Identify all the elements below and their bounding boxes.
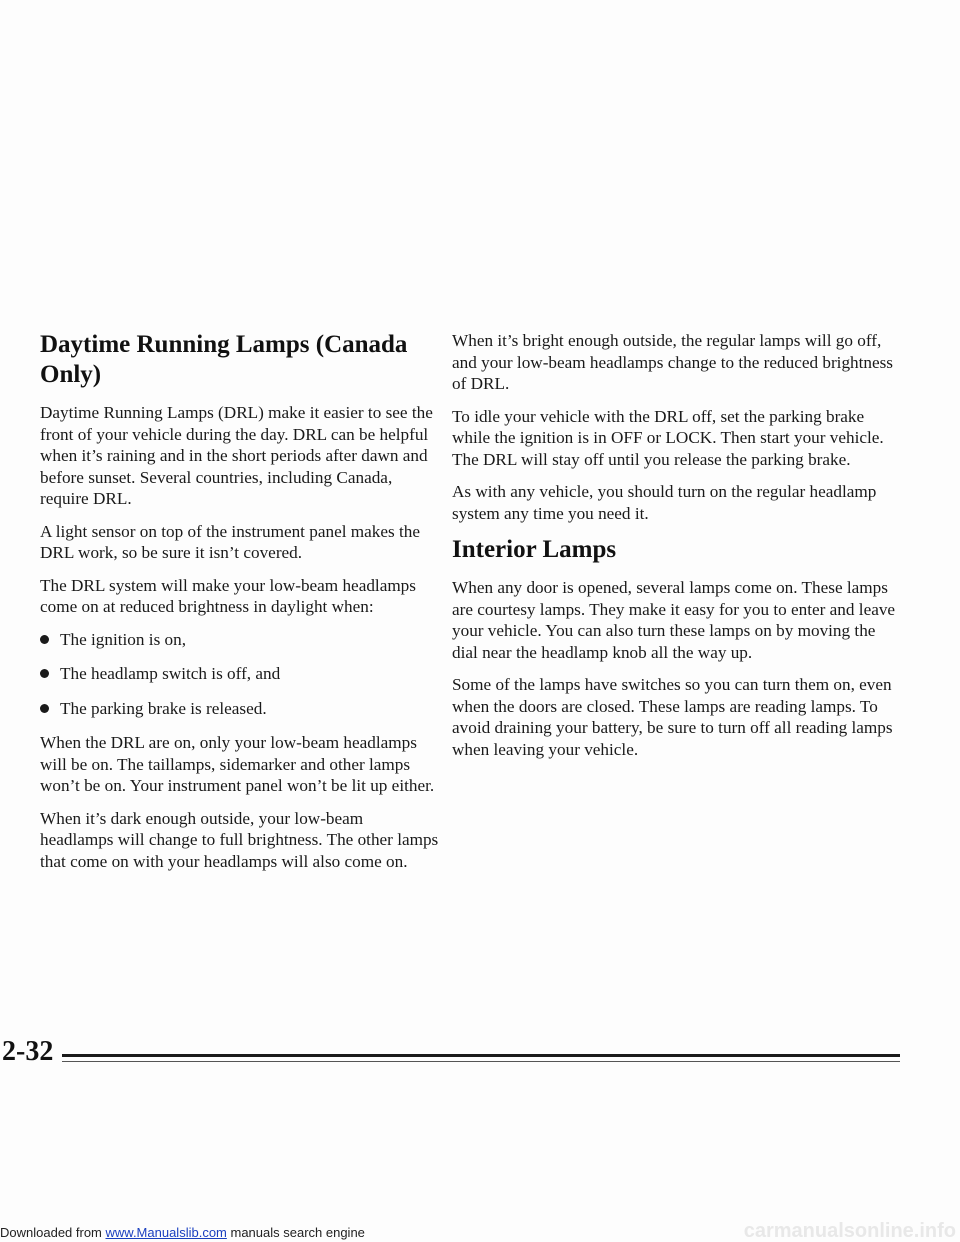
right-column bbox=[452, 330, 902, 771]
bullet-list bbox=[40, 629, 440, 720]
list-item bbox=[40, 663, 440, 685]
watermark-logo: carmanualsonline.info bbox=[743, 1220, 956, 1242]
list-item bbox=[40, 629, 440, 651]
paragraph: Daytime Running Lamps (DRL) make it easier to see the front of your vehicle during the day. DRL can be helpful when it’s raining and in the short periods after dawn and before sunset. Several countries, including Canada, require DRL. bbox=[40, 403, 433, 508]
section-heading-interior-lamps: Interior Lamps bbox=[452, 536, 617, 563]
page-number: 2-32 bbox=[2, 1036, 54, 1067]
bullet-icon bbox=[40, 704, 49, 713]
list-item-text: The ignition is on, bbox=[60, 629, 187, 649]
paragraph: When the DRL are on, only your low-beam headlamps will be on. The taillamps, sidemarker and other lamps won’t be on. Your instrument panel won’t be lit up either. bbox=[40, 733, 435, 795]
paragraph: To idle your vehicle with the DRL off, set the parking brake while the ignition is in OFF or LOCK. Then start your vehicle. The DRL will stay off until you release the parking brake. bbox=[452, 406, 884, 469]
paragraph: When any door is opened, several lamps come on. These lamps are courtesy lamps. They make it easy for you to enter and leave your vehicle. You can also turn these lamps on by moving the dial near the headlamp knob all the way up. bbox=[452, 578, 896, 662]
left-column bbox=[40, 330, 440, 883]
download-footer bbox=[0, 1220, 960, 1242]
footer-rule bbox=[62, 1054, 900, 1057]
bullet-icon bbox=[40, 669, 49, 678]
footer-text bbox=[0, 1224, 365, 1242]
paragraph: As with any vehicle, you should turn on the regular headlamp system any time you need it. bbox=[452, 482, 877, 523]
paragraph: A light sensor on top of the instrument panel makes the DRL work, so be sure it isn’t covered. bbox=[40, 521, 420, 562]
paragraph: Some of the lamps have switches so you can turn them on, even when the doors are closed. These lamps are reading lamps. To avoid draining your battery, be sure to turn off all reading lamps when leaving your vehicle. bbox=[452, 675, 893, 759]
paragraph: The DRL system will make your low-beam headlamps come on at reduced brightness in daylight when: bbox=[40, 575, 416, 616]
footer-rule-thin bbox=[62, 1061, 900, 1062]
manualslib-link[interactable]: www.Manualslib.com bbox=[105, 1225, 227, 1240]
footer-suffix: manuals search engine bbox=[226, 1225, 365, 1240]
footer-prefix: Downloaded from bbox=[0, 1225, 106, 1240]
paragraph: When it’s dark enough outside, your low-beam headlamps will change to full brightness. The other lamps that come on with your headlamps will also come on. bbox=[40, 808, 439, 871]
list-item-text: The parking brake is released. bbox=[60, 698, 267, 718]
list-item-text: The headlamp switch is off, and bbox=[60, 664, 281, 683]
bullet-icon bbox=[40, 635, 49, 644]
section-heading-drl: Daytime Running Lamps (Canada Only) bbox=[40, 331, 408, 388]
list-item bbox=[40, 698, 440, 720]
paragraph: When it’s bright enough outside, the regular lamps will go off, and your low-beam headlamps change to the reduced brightness of DRL. bbox=[452, 331, 894, 393]
